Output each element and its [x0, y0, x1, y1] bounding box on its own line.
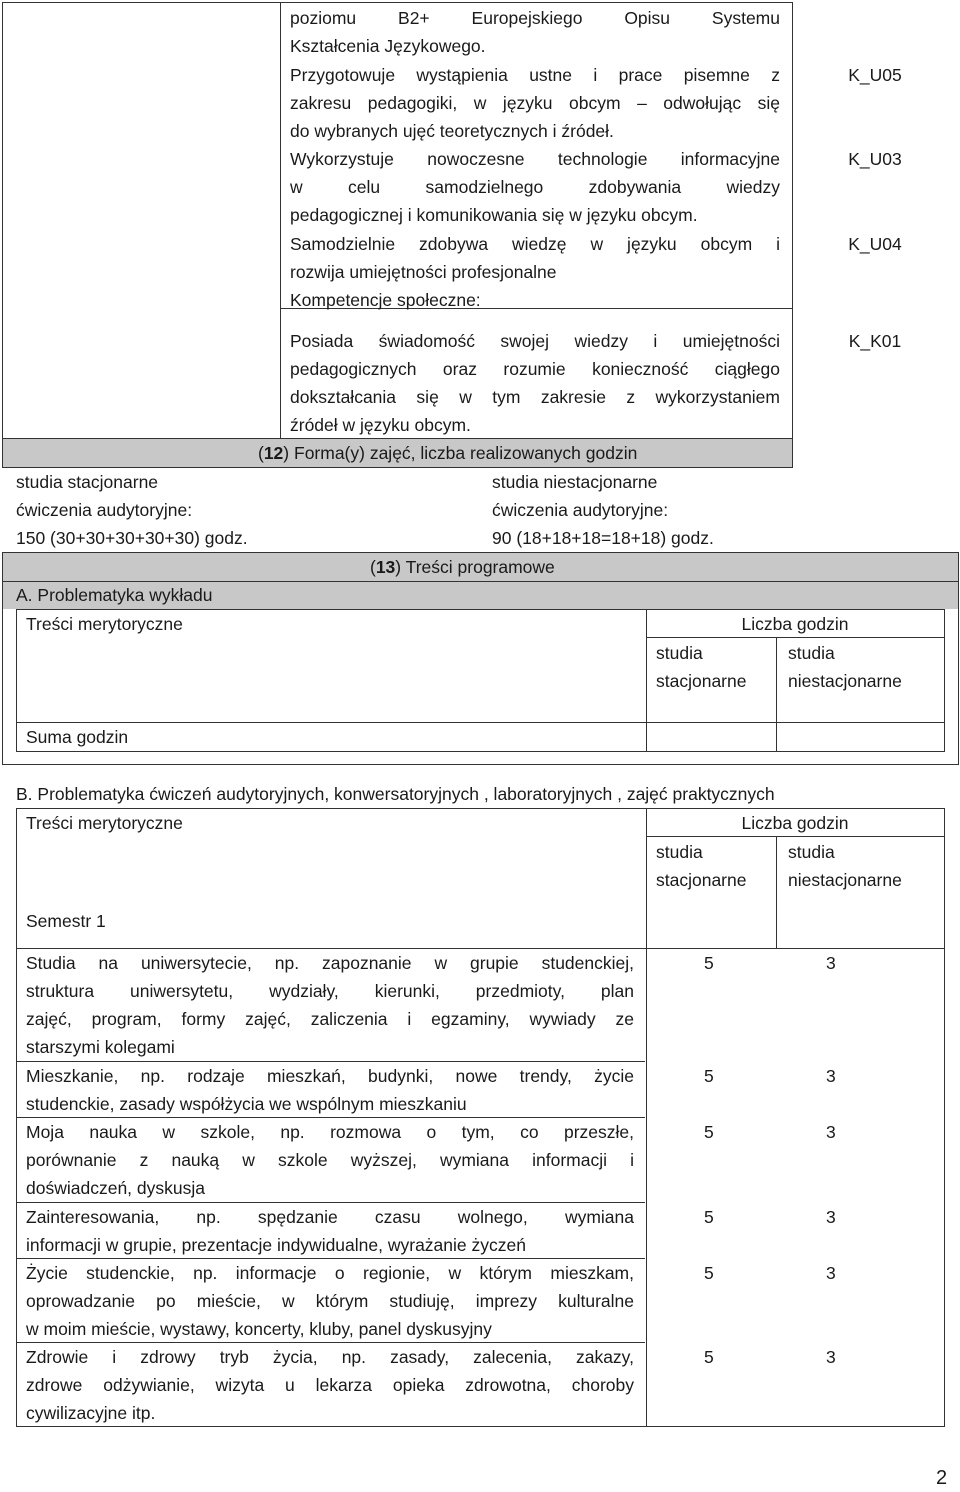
text-line: stacjonarne [656, 870, 747, 890]
hours-header: Liczba godzin [741, 614, 849, 634]
part-b-heading: B. Problematyka ćwiczeń audytoryjnych, konwersatoryjnych , laboratoryjnych , zajęć praktycznych [16, 784, 775, 804]
text-line: Studia na uniwersytecie, np. zapoznanie w grupie studenckiej, [26, 953, 634, 973]
text-line: pedagogicznej i komunikowania się w języku obcym. [290, 205, 698, 225]
section-number: 13 [375, 557, 396, 577]
part-a-heading: A. Problematyka wykładu [16, 585, 213, 605]
stationary-block [16, 468, 248, 552]
hours-stationary: 5 [704, 1347, 714, 1367]
outcome-code: K_U03 [848, 149, 902, 169]
content-header: Treści merytoryczne [26, 813, 183, 833]
competence-heading: Kompetencje społeczne: [290, 290, 481, 310]
table-row [26, 949, 634, 1061]
col-nonstationary [788, 639, 902, 695]
text-line: pedagogicznych oraz rozumie konieczność ciągłego [290, 359, 780, 379]
content-header: Treści merytoryczne [26, 614, 183, 634]
text-line: Przygotowuje wystąpienia ustne i prace pisemne z [290, 65, 780, 85]
text-line: 90 (18+18+18=18+18) godz. [492, 528, 714, 548]
text-line: cywilizacyjne itp. [26, 1403, 156, 1423]
page-number: 2 [936, 1467, 948, 1489]
text-line: starszymi kolegami [26, 1037, 175, 1057]
text-line: źródeł w języku obcym. [290, 415, 471, 435]
section-title: Forma(y) zajęć, liczba realizowanych godzin [294, 443, 638, 463]
text-line: Kształcenia Językowego. [290, 36, 486, 56]
text-line: rozwija umiejętności profesjonalne [290, 262, 557, 282]
text-line: zdrowe odżywianie, wizyta u lekarza opieka zdrowotna, choroby [26, 1375, 634, 1395]
section-title: Treści programowe [405, 557, 555, 577]
text-line: doświadczeń, dyskusja [26, 1178, 205, 1198]
text-line: do wybranych ujęć teoretycznych i źródeł. [290, 121, 614, 141]
text-line: studia [788, 643, 835, 663]
sum-label: Suma godzin [26, 727, 129, 747]
text-line: 150 (30+30+30+30+30) godz. [16, 528, 248, 548]
outcome-code: K_K01 [848, 331, 902, 351]
section-13-title: (13) Treści programowe [370, 557, 555, 577]
section-12-title: (12) Forma(y) zajęć, liczba realizowanych godzin [258, 443, 638, 463]
text-line: studia [788, 842, 835, 862]
text-line: Samodzielnie zdobywa wiedzę w języku obcym i [290, 234, 780, 254]
table-row [26, 1203, 634, 1259]
text-line: Życie studenckie, np. informacje o regionie, w którym mieszkam, [26, 1263, 634, 1283]
text-line: niestacjonarne [788, 870, 902, 890]
hours-stationary: 5 [704, 1066, 714, 1086]
competence-paragraph [290, 327, 780, 439]
hours-nonstationary: 3 [826, 953, 836, 973]
text-line: Posiada świadomość swojej wiedzy i umiejętności [290, 331, 780, 351]
text-line: zajęć, program, formy zajęć, zaliczenia i egzaminy, wywiady ze [26, 1009, 634, 1029]
hours-stationary: 5 [704, 1207, 714, 1227]
text-line: ćwiczenia audytoryjne: [16, 500, 193, 520]
text-line: struktura uniwersytetu, wydziały, kierunki, przedmioty, plan [26, 981, 634, 1001]
outcome-code: K_U05 [848, 65, 902, 85]
text-line: informacji w grupie, prezentacje indywidualne, wyrażanie życzeń [26, 1235, 526, 1255]
text-line: Wykorzystuje nowoczesne technologie informacyjne [290, 149, 780, 169]
text-line: stacjonarne [656, 671, 747, 691]
table-row [26, 1118, 634, 1202]
hours-nonstationary: 3 [826, 1347, 836, 1367]
col-stationary [656, 838, 746, 894]
text-line: studenckie, zasady współżycia we wspólnym mieszkaniu [26, 1094, 467, 1114]
text-line: studia niestacjonarne [492, 472, 658, 492]
text-line: w moim mieście, wystawy, koncerty, kluby, panel dyskusyjny [26, 1319, 492, 1339]
text-line: Mieszkanie, np. rodzaje mieszkań, budynki, nowe trendy, życie [26, 1066, 634, 1086]
outcome-paragraph [290, 145, 780, 229]
outcome-paragraph [290, 4, 780, 60]
text-line: studia stacjonarne [16, 472, 159, 492]
outcome-paragraph [290, 61, 780, 145]
hours-nonstationary: 3 [826, 1263, 836, 1283]
table-row [26, 1343, 634, 1427]
text-line: Zainteresowania, np. spędzanie czasu wolnego, wymiana [26, 1207, 634, 1227]
hours-stationary: 5 [704, 953, 714, 973]
outcome-paragraph [290, 230, 780, 286]
text-line: Moja nauka w szkole, np. rozmowa o tym, co przeszłe, [26, 1122, 634, 1142]
text-line: w celu samodzielnego zdobywania wiedzy [290, 177, 780, 197]
text-line: porównanie z nauką w szkole wyższej, wymiana informacji i [26, 1150, 634, 1170]
table-row [26, 1259, 634, 1343]
col-nonstationary [788, 838, 902, 894]
text-line: studia [656, 842, 703, 862]
hours-header: Liczba godzin [741, 813, 849, 833]
hours-stationary: 5 [704, 1263, 714, 1283]
semester-label: Semestr 1 [26, 911, 106, 931]
col-stationary [656, 639, 746, 695]
section-number: 12 [263, 443, 284, 463]
outcome-code: K_U04 [848, 234, 902, 254]
text-line: ćwiczenia audytoryjne: [492, 500, 669, 520]
text-line: niestacjonarne [788, 671, 902, 691]
hours-nonstationary: 3 [826, 1066, 836, 1086]
text-line: poziomu B2+ Europejskiego Opisu Systemu [290, 8, 780, 28]
hours-stationary: 5 [704, 1122, 714, 1142]
hours-nonstationary: 3 [826, 1207, 836, 1227]
text-line: Zdrowie i zdrowy tryb życia, np. zasady, zalecenia, zakazy, [26, 1347, 634, 1367]
nonstationary-block [492, 468, 714, 552]
text-line: studia [656, 643, 703, 663]
text-line: oprowadzanie po mieście, w którym studiuję, imprezy kulturalne [26, 1291, 634, 1311]
text-line: zakresu pedagogiki, w języku obcym – odwołując się [290, 93, 780, 113]
text-line: dokształcania się w tym zakresie z wykorzystaniem [290, 387, 780, 407]
table-row [26, 1062, 634, 1118]
hours-nonstationary: 3 [826, 1122, 836, 1142]
